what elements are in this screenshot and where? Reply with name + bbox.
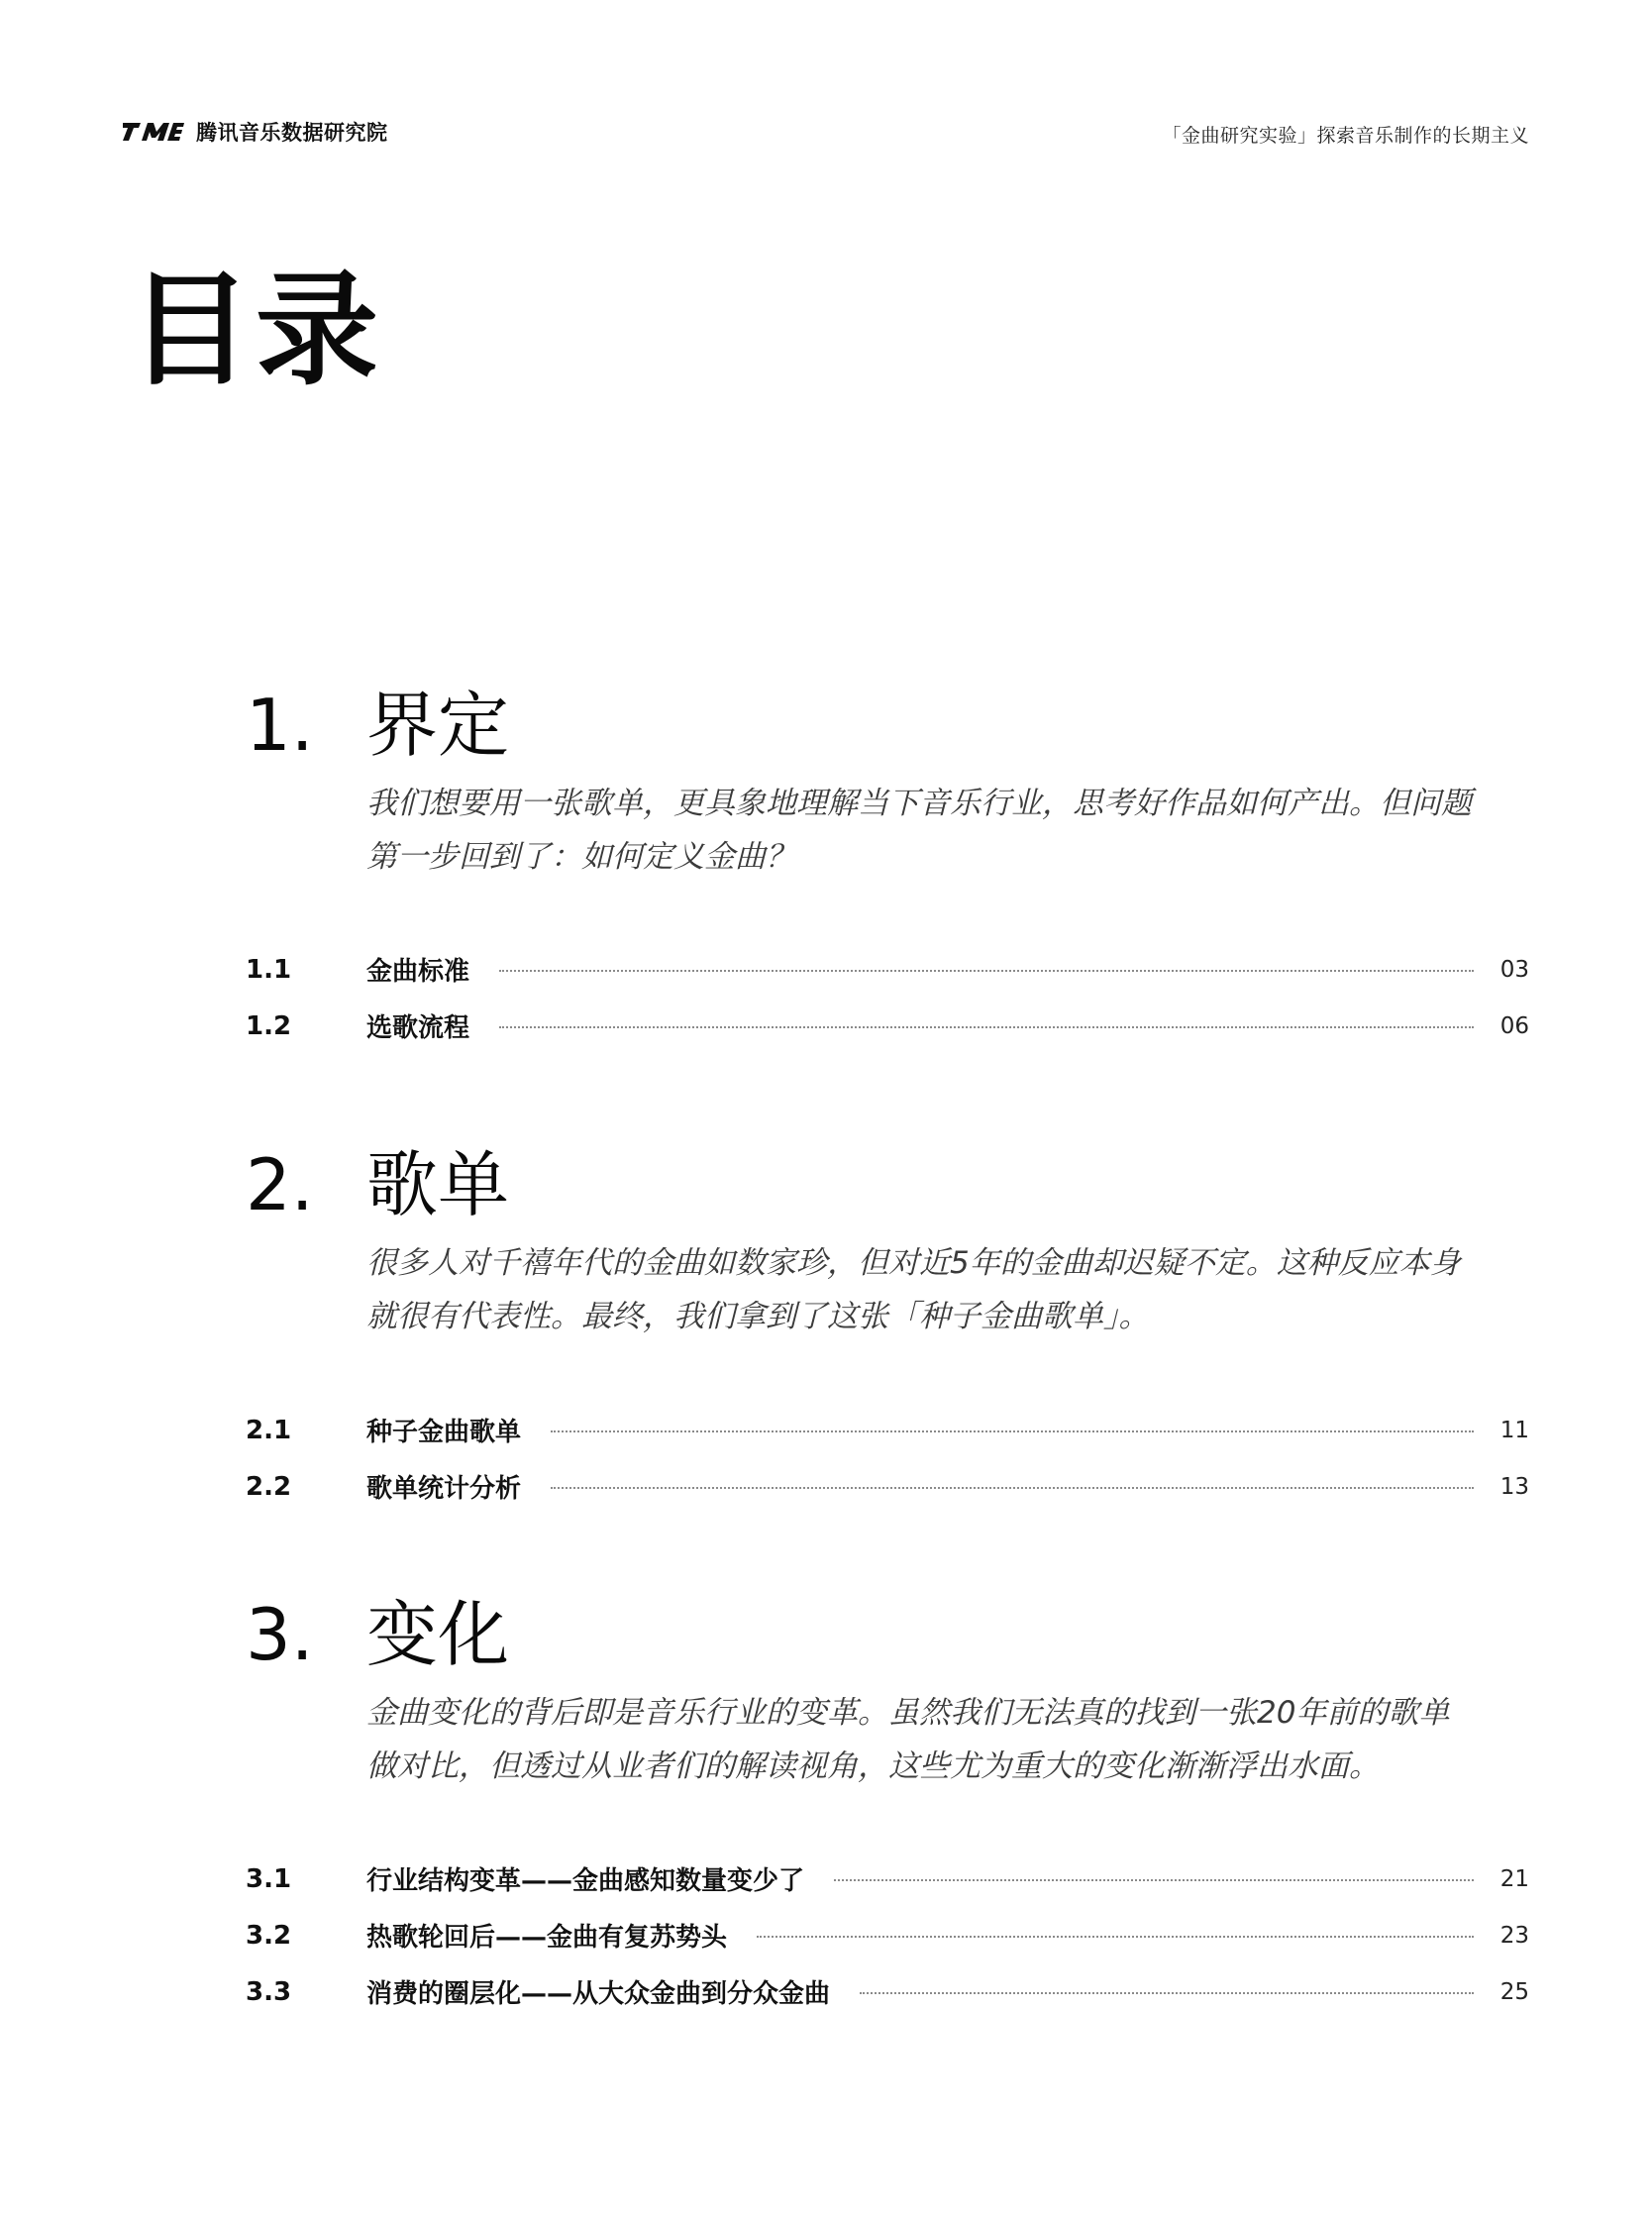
toc-number: 3.3 (246, 1976, 292, 2007)
toc-list (246, 1851, 1529, 2020)
section-heading (246, 1587, 1529, 1682)
section-number: 2. (246, 1143, 314, 1226)
toc-page-number: 06 (1499, 1012, 1529, 1039)
toc-number: 1.2 (246, 1010, 292, 1041)
toc-label: 选歌流程 (366, 1013, 470, 1043)
section-description (366, 1686, 1529, 1793)
toc-item-1-1[interactable] (246, 941, 1529, 998)
brand (123, 117, 388, 147)
page-header (123, 117, 1529, 151)
section-description-line: 第一步回到了：如何定义金曲？ (366, 839, 796, 875)
report-title: 「金曲研究实验」探索音乐制作的长期主义 (1162, 125, 1529, 147)
section-2 (246, 1137, 1529, 1504)
section-description (366, 777, 1529, 884)
dot-leader (860, 1992, 1474, 1994)
section-number: 3. (246, 1593, 314, 1676)
toc-number: 2.2 (246, 1471, 292, 1502)
toc-page-number: 03 (1499, 956, 1529, 983)
toc-number: 3.1 (246, 1863, 292, 1894)
toc-label: 热歌轮回后——金曲有复苏势头 (366, 1923, 728, 1953)
tme-logo-icon (123, 120, 184, 144)
dot-leader (834, 1879, 1474, 1881)
toc-label: 消费的圈层化——从大众金曲到分众金曲 (366, 1979, 831, 2009)
toc-label: 种子金曲歌单 (366, 1418, 522, 1447)
section-description-line: 就很有代表性。最终，我们拿到了这张「种子金曲歌单」。 (366, 1299, 1150, 1334)
toc-item-3-2[interactable] (246, 1907, 1529, 1963)
dot-leader (551, 1487, 1474, 1489)
section-number: 1. (246, 684, 314, 767)
dot-leader (499, 970, 1474, 972)
section-title: 变化 (366, 1593, 510, 1676)
toc-item-1-2[interactable] (246, 998, 1529, 1054)
dot-leader (551, 1430, 1474, 1432)
toc-number: 2.1 (246, 1415, 292, 1445)
section-1 (246, 678, 1529, 1043)
toc-list (246, 941, 1529, 1054)
toc-list (246, 1402, 1529, 1515)
section-title: 界定 (366, 684, 510, 767)
dot-leader (757, 1936, 1474, 1938)
section-description-line: 很多人对千禧年代的金曲如数家珍，但对近5年的金曲却迟疑不定。这种反应本身 (366, 1245, 1461, 1281)
toc-label: 金曲标准 (366, 957, 470, 987)
dot-leader (499, 1026, 1474, 1028)
toc-number: 3.2 (246, 1920, 292, 1951)
section-description-line: 做对比，但透过从业者们的解读视角，这些尤为重大的变化渐渐浮出水面。 (366, 1748, 1380, 1784)
toc-number: 1.1 (246, 954, 292, 985)
toc-label: 歌单统计分析 (366, 1474, 522, 1504)
brand-name: 腾讯音乐数据研究院 (196, 121, 388, 145)
section-description-line: 金曲变化的背后即是音乐行业的变革。虽然我们无法真的找到一张20年前的歌单 (366, 1695, 1450, 1731)
toc-page-number: 11 (1499, 1417, 1529, 1443)
section-heading (246, 1137, 1529, 1232)
toc-item-3-3[interactable] (246, 1963, 1529, 2020)
toc-item-2-1[interactable] (246, 1402, 1529, 1458)
toc-item-3-1[interactable] (246, 1851, 1529, 1907)
section-description (366, 1236, 1529, 1343)
page-title: 目录 (129, 260, 383, 402)
toc-label: 行业结构变革——金曲感知数量变少了 (366, 1866, 805, 1896)
toc-item-2-2[interactable] (246, 1458, 1529, 1515)
toc-page-number: 21 (1499, 1865, 1529, 1892)
section-description-line: 我们想要用一张歌单，更具象地理解当下音乐行业，思考好作品如何产出。但问题 (366, 786, 1472, 821)
toc-page-number: 25 (1499, 1978, 1529, 2005)
section-heading (246, 678, 1529, 773)
section-3 (246, 1587, 1529, 2009)
section-title: 歌单 (366, 1143, 510, 1226)
toc-page-number: 23 (1499, 1922, 1529, 1949)
toc-page-number: 13 (1499, 1473, 1529, 1500)
